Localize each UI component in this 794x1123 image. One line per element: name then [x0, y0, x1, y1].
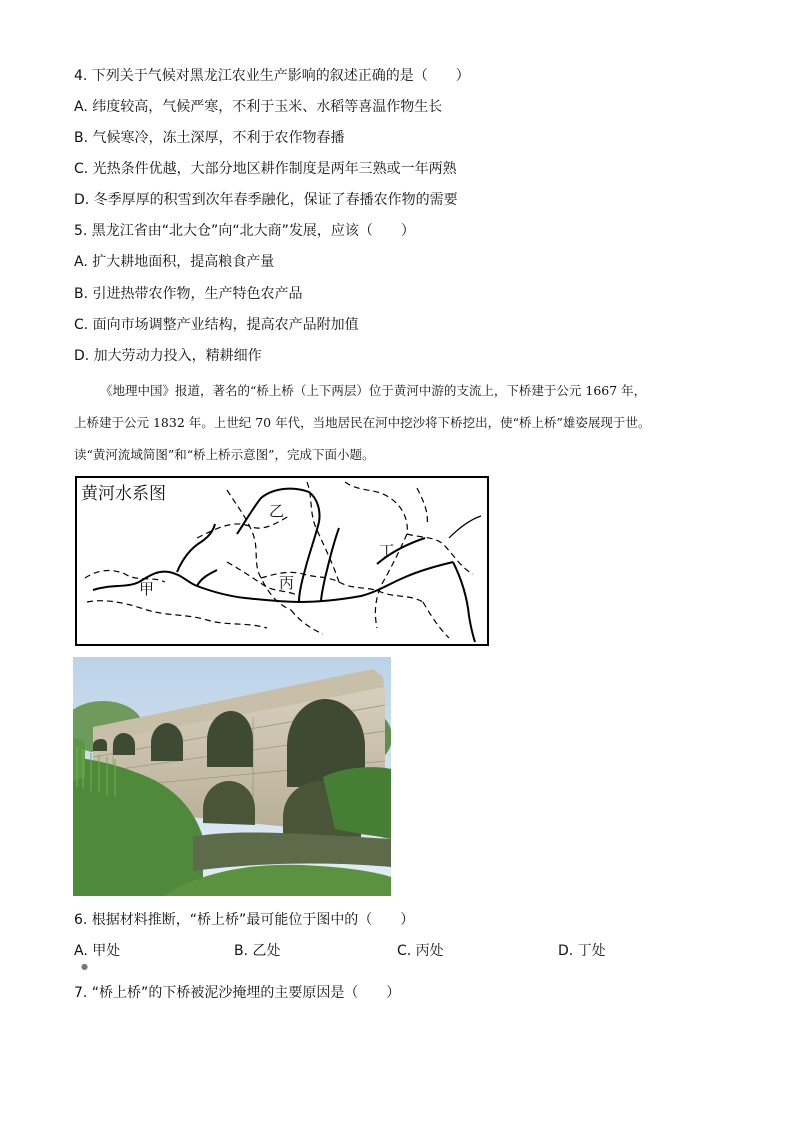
- reading-passage: [74, 375, 734, 471]
- q4-stem: 4. 下列关于气候对黑龙江农业生产影响的叙述正确的是（ ）: [74, 68, 470, 84]
- q5-option-a[interactable]: A. 扩大耕地面积，提高粮食产量: [74, 254, 275, 270]
- q5-stem: 5. 黑龙江省由“北大仓”向“北大商”发展，应该（ ）: [74, 223, 415, 239]
- q5-option-d[interactable]: D. 加大劳动力投入，精耕细作: [74, 348, 262, 364]
- bridge-photo: [73, 657, 391, 896]
- map-label-jia: 甲: [139, 580, 155, 598]
- q6-option-b[interactable]: B. 乙处: [234, 943, 281, 959]
- q7-stem: 7. “桥上桥”的下桥被泥沙掩埋的主要原因是（ ）: [74, 985, 401, 1001]
- map-label-yi: 乙: [269, 502, 285, 520]
- map-label-bing: 丙: [279, 574, 295, 592]
- q5-option-b[interactable]: B. 引进热带农作物，生产特色农产品: [74, 286, 303, 302]
- bridge-illustration: [73, 657, 391, 896]
- map-title: 黄河水系图: [81, 484, 166, 504]
- q4-option-c[interactable]: C. 光热条件优越，大部分地区耕作制度是两年三熟或一年两熟: [74, 161, 457, 177]
- yellow-river-map: [75, 476, 489, 646]
- q6-option-c[interactable]: C. 丙处: [397, 943, 444, 959]
- passage-line-1: 《地理中国》报道，著名的“桥上桥（上下两层）位于黄河中游的支流上，下桥建于公元 1667 年，: [100, 383, 647, 398]
- q4-option-a[interactable]: A. 纬度较高，气候严寒，不利于玉米、水稻等喜温作物生长: [74, 99, 443, 115]
- passage-line-3: 读“黄河流域简图”和“桥上桥示意图”，完成下面小题。: [74, 447, 375, 462]
- q4-option-d[interactable]: D. 冬季厚厚的积雪到次年春季融化，保证了春播农作物的需要: [74, 192, 458, 208]
- dot-icon: ●: [81, 962, 88, 971]
- q5-option-c[interactable]: C. 面向市场调整产业结构，提高农产品附加值: [74, 317, 359, 333]
- q4-option-b[interactable]: B. 气候寒冷，冻土深厚，不利于农作物春播: [74, 130, 345, 146]
- q6-option-a[interactable]: A. 甲处: [74, 943, 121, 959]
- map-label-ding: 丁: [379, 542, 395, 560]
- q6-stem: 6. 根据材料推断，“桥上桥”最可能位于图中的（ ）: [74, 912, 415, 928]
- passage-line-2: 上桥建于公元 1832 年。上世纪 70 年代，当地居民在河中挖沙将下桥挖出，使“桥上桥”雄姿展现于世。: [74, 415, 651, 430]
- q6-option-d[interactable]: D. 丁处: [558, 943, 606, 959]
